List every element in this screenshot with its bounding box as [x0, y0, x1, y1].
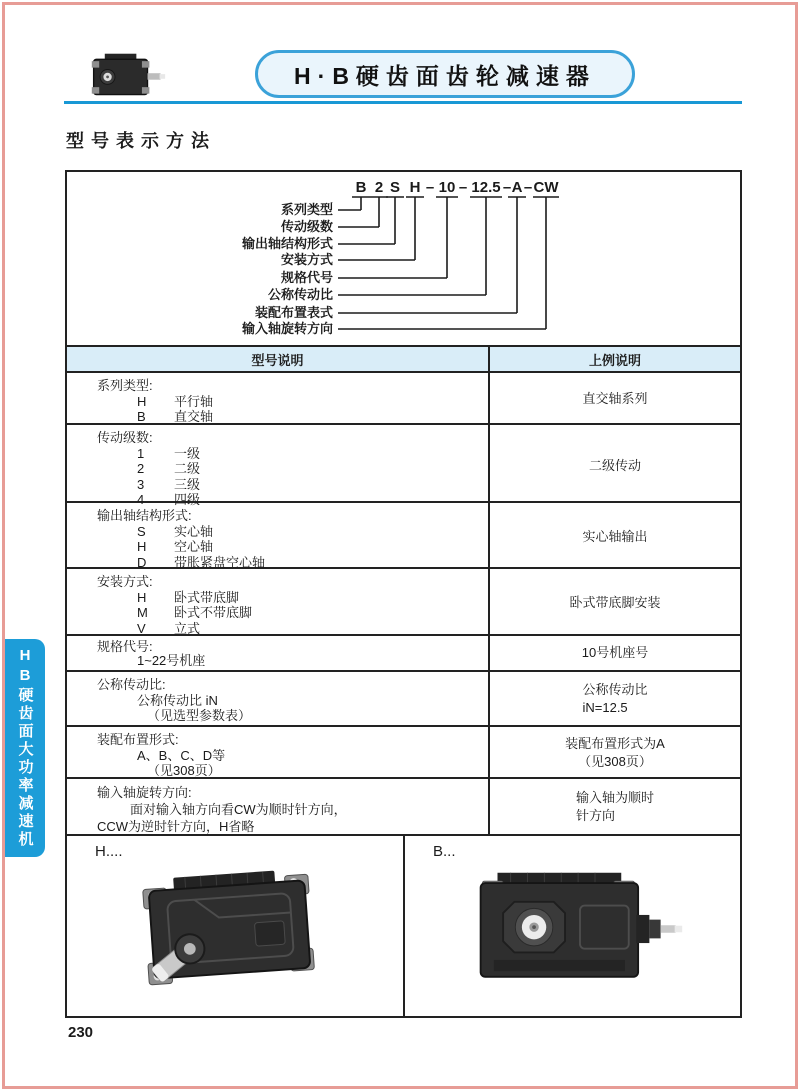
option-line — [67, 461, 488, 477]
table-row — [67, 567, 740, 634]
svg-text:10: 10 — [438, 179, 456, 196]
option-code: B — [137, 409, 146, 424]
table-header-row — [67, 347, 740, 371]
svg-text:规格代号: 规格代号 — [280, 270, 333, 285]
option-code: V — [137, 620, 146, 636]
b-type-reducer-photo — [460, 864, 685, 994]
gallery-cell-h — [67, 836, 405, 1016]
gear-reducer-icon — [86, 50, 170, 102]
option-desc: 四级 — [174, 492, 201, 507]
option-desc: 卧式带底脚 — [174, 589, 240, 605]
svg-text:公称传动比: 公称传动比 — [267, 287, 333, 302]
product-gallery — [65, 836, 742, 1018]
example-text: 卧式带底脚安装 — [569, 594, 661, 610]
example-text: 10号机座号 — [581, 645, 649, 660]
svg-text:2: 2 — [374, 179, 384, 196]
side-tab-label: HB硬齿面大功率减速机 — [16, 647, 34, 849]
svg-text:输入轴旋转方向: 输入轴旋转方向 — [241, 321, 333, 336]
option-desc: 二级 — [174, 461, 201, 476]
row-title: 装配布置形式: — [97, 732, 179, 747]
svg-text:系列类型: 系列类型 — [280, 202, 333, 217]
svg-text:装配布置表式: 装配布置表式 — [254, 305, 333, 320]
option-line — [67, 539, 488, 555]
option-line: （见308页） — [147, 763, 221, 778]
option-code: 4 — [137, 492, 145, 507]
table-row — [67, 423, 740, 507]
h-type-reducer-photo — [138, 864, 333, 999]
svg-text:12.5: 12.5 — [471, 179, 501, 196]
example-text: 装配布置形式为A （见308页） — [565, 735, 665, 769]
table-row — [67, 371, 740, 423]
row-title: 安装方式: — [97, 574, 153, 589]
page-title-pill — [255, 50, 635, 98]
option-code: 2 — [137, 461, 145, 476]
option-line — [67, 409, 488, 425]
option-code: S — [137, 523, 146, 539]
option-line — [67, 605, 488, 621]
option-desc: 立式 — [174, 620, 201, 636]
option-line: （见选型参数表） — [147, 708, 252, 723]
option-code: D — [137, 554, 147, 570]
row-title: 系列类型: — [97, 378, 153, 393]
main-content — [65, 170, 742, 1018]
gallery-label-b: B... — [433, 843, 456, 860]
example-text: 二级传动 — [588, 458, 641, 474]
option-code: H — [137, 539, 147, 554]
row-title: 输出轴结构形式: — [97, 508, 192, 523]
option-line: 面对输入轴方向看CW为顺时针方向， — [130, 802, 347, 817]
gallery-cell-b — [405, 836, 740, 1016]
example-text: 直交轴系列 — [582, 390, 648, 406]
table-row — [67, 501, 740, 570]
model-code-diagram — [65, 170, 742, 345]
option-line — [67, 590, 488, 606]
section-heading: 型号表示方法 — [66, 131, 216, 151]
example-text: 实心轴输出 — [582, 528, 648, 544]
example-text: 公称传动比 iN=12.5 — [582, 681, 648, 715]
option-line — [67, 477, 488, 493]
option-desc: 实心轴 — [174, 523, 214, 539]
option-line: 1~22号机座 — [137, 653, 206, 668]
model-code-callouts — [67, 172, 740, 343]
svg-text:S: S — [389, 179, 401, 196]
option-line — [67, 446, 488, 462]
svg-text:–: – — [502, 179, 512, 196]
side-tab — [5, 639, 45, 857]
option-desc: 一级 — [174, 445, 201, 461]
table-row — [67, 725, 740, 777]
table-row — [67, 670, 740, 725]
svg-text:–: – — [523, 179, 533, 196]
option-line — [67, 524, 488, 540]
svg-text:–: – — [425, 179, 435, 196]
table-row — [67, 634, 740, 670]
column-header: 型号说明 — [67, 347, 490, 371]
page-title: H·B硬齿面齿轮减速器 — [294, 62, 596, 89]
option-line: 公称传动比 iN — [137, 692, 218, 708]
column-header: 上例说明 — [588, 352, 641, 368]
svg-text:B: B — [355, 179, 367, 196]
option-desc: 平行轴 — [174, 393, 214, 409]
gallery-label-h: H.... — [95, 843, 123, 860]
row-title: 传动级数: — [97, 430, 153, 445]
option-desc: 直交轴 — [174, 409, 214, 424]
row-title: 输入轴旋转方向: — [97, 785, 192, 800]
option-code: H — [137, 589, 147, 605]
svg-text:传动级数: 传动级数 — [280, 219, 333, 234]
svg-text:CW: CW — [533, 179, 559, 196]
row-title: 公称传动比: — [97, 677, 166, 692]
header-divider — [64, 101, 742, 104]
option-desc: 带胀紧盘空心轴 — [174, 554, 266, 570]
option-desc: 卧式不带底脚 — [174, 605, 253, 620]
option-desc: 空心轴 — [174, 539, 214, 554]
option-line — [67, 555, 488, 571]
svg-text:H: H — [409, 179, 421, 196]
option-line: CCW为逆时针方向，H省略 — [97, 819, 255, 834]
option-code: H — [137, 393, 147, 409]
option-desc: 三级 — [174, 476, 201, 492]
option-code: M — [137, 605, 148, 620]
page-number: 230 — [68, 1024, 94, 1041]
option-line — [67, 621, 488, 637]
svg-text:–: – — [458, 179, 468, 196]
svg-text:输出轴结构形式: 输出轴结构形式 — [241, 236, 333, 251]
option-code: 3 — [137, 476, 145, 492]
row-title: 规格代号: — [97, 639, 153, 654]
svg-text:A: A — [511, 179, 523, 196]
option-line: A、B、C、D等 — [137, 747, 226, 763]
table-row — [67, 777, 740, 834]
option-code: 1 — [137, 445, 145, 461]
svg-text:安装方式: 安装方式 — [280, 252, 333, 267]
example-text: 输入轴为顺时 针方向 — [575, 790, 654, 823]
option-line — [67, 394, 488, 410]
spec-table — [65, 345, 742, 836]
